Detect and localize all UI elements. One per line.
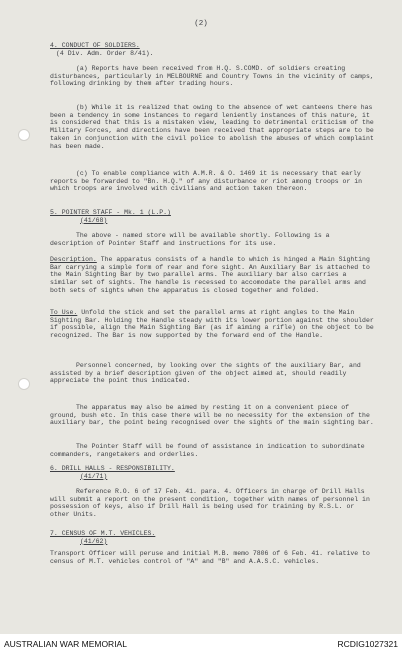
section-5-para-assistance: The Pointer Staff will be found of assistance in indication to subordinate commanders, rangetakers and orderlies. <box>50 443 365 458</box>
section-6-heading: 6. DRILL HALLS - RESPONSIBILITY. <box>50 465 175 472</box>
description-label: Description. <box>50 256 97 263</box>
page-number: (2) <box>194 20 208 28</box>
to-use-label: To Use. <box>50 309 78 316</box>
section-7-reference: (41/62) <box>80 537 108 545</box>
section-5-description <box>50 256 374 295</box>
section-5-para-apparatus: The apparatus may also be aimed by resting it on a convenient piece of ground, bush etc. In this case there will be no necessity for the extension of the auxiliary bar, the point being recognised over the sights of the main sighting bar. <box>50 404 374 427</box>
section-5-heading: 5. POINTER STAFF - Mk. 1 (L.P.) <box>50 209 171 216</box>
punch-hole <box>18 378 30 390</box>
archive-footer <box>0 634 402 654</box>
section-5-to-use <box>50 309 374 340</box>
section-4-reference: (4 Div. Adm. Order 8/41). <box>56 49 154 57</box>
punch-hole <box>18 129 30 141</box>
section-5-para-personnel: Personnel concerned, by looking over the sights of the auxiliary Bar, and assisted by a brief description given of the object aimed at, should readily appreciate the point thus indicated. <box>50 362 361 385</box>
section-7-heading: 7. CENSUS OF M.T. VEHICLES. <box>50 530 156 537</box>
archive-reference: RCDIG1027321 <box>337 639 398 649</box>
section-7 <box>50 530 374 545</box>
description-text: The apparatus consists of a handle to which is hinged a Main Sighting Bar carrying a simple form of rear and fore sight. An Auxiliary Bar is attached to the Main Sighting Bar by two parallel arms. The auxiliary bar also carries a similar set of sights. The handle is recessed to accomodate the parallel arms and both sets of sights when the apparatus is closed together and folded. <box>50 256 370 294</box>
section-4-para-b: (b) While it is realized that owing to the absence of wet canteens there has been a tendency in some instances to regard leniently instances of this nature, it is considered that this is a mistaken view, leading to detrimental criticism of the Military Forces, and directions have been received that appropriate steps are to be taken in conjunction with the civil police to abolish the abuses of which complaint has been made. <box>50 104 374 150</box>
section-6 <box>50 465 374 480</box>
section-4-heading: 4. CONDUCT OF SOLDIERS. <box>50 42 140 49</box>
section-7-body: Transport Officer will peruse and initial M.B. memo 7806 of 6 Feb. 41. relative to census of M.T. vehicles control of "A" and "B" and A.A.S.C. vehicles. <box>50 550 370 565</box>
section-4-para-c: (c) To enable compliance with A.M.R. & O. 1469 it is necessary that early reports be forwarded to "Bn. H.Q." of any disturbance or riot among troops or in which troops are involved with civilians and action taken thereon. <box>50 170 363 193</box>
to-use-text: Unfold the stick and set the parallel arms at right angles to the Main Sighting Bar. Holding the Handle steady with its lower portion against the shoulder if possible, align the Main Sighting Bar (as if aiming a rifle) on the object to be recognized. The Bar is now supported by the forward end of the Handle. <box>50 309 374 340</box>
section-4 <box>50 42 374 57</box>
archive-name: AUSTRALIAN WAR MEMORIAL <box>4 639 127 649</box>
section-6-body: Reference R.O. 6 of 17 Feb. 41. para. 4. Officers in charge of Drill Halls will submit a report on the present condition, together with names of personnel in possession of keys, also if Drill Hall is being used for training by R.S.L. or other Units. <box>50 488 370 519</box>
section-5-reference: (41/68) <box>80 216 108 224</box>
section-5 <box>50 209 374 224</box>
section-5-intro: The above - named store will be available shortly. Following is a description of Pointer Staff and instructions for its use. <box>50 232 330 247</box>
section-4-para-a: (a) Reports have been received from H.Q. S.COMD. of soldiers creating disturbances, particularly in MELBOURNE and Country Towns in the vicinity of camps, following drinking by them after trading hours. <box>50 65 374 88</box>
section-6-reference: (41/71) <box>80 472 108 480</box>
